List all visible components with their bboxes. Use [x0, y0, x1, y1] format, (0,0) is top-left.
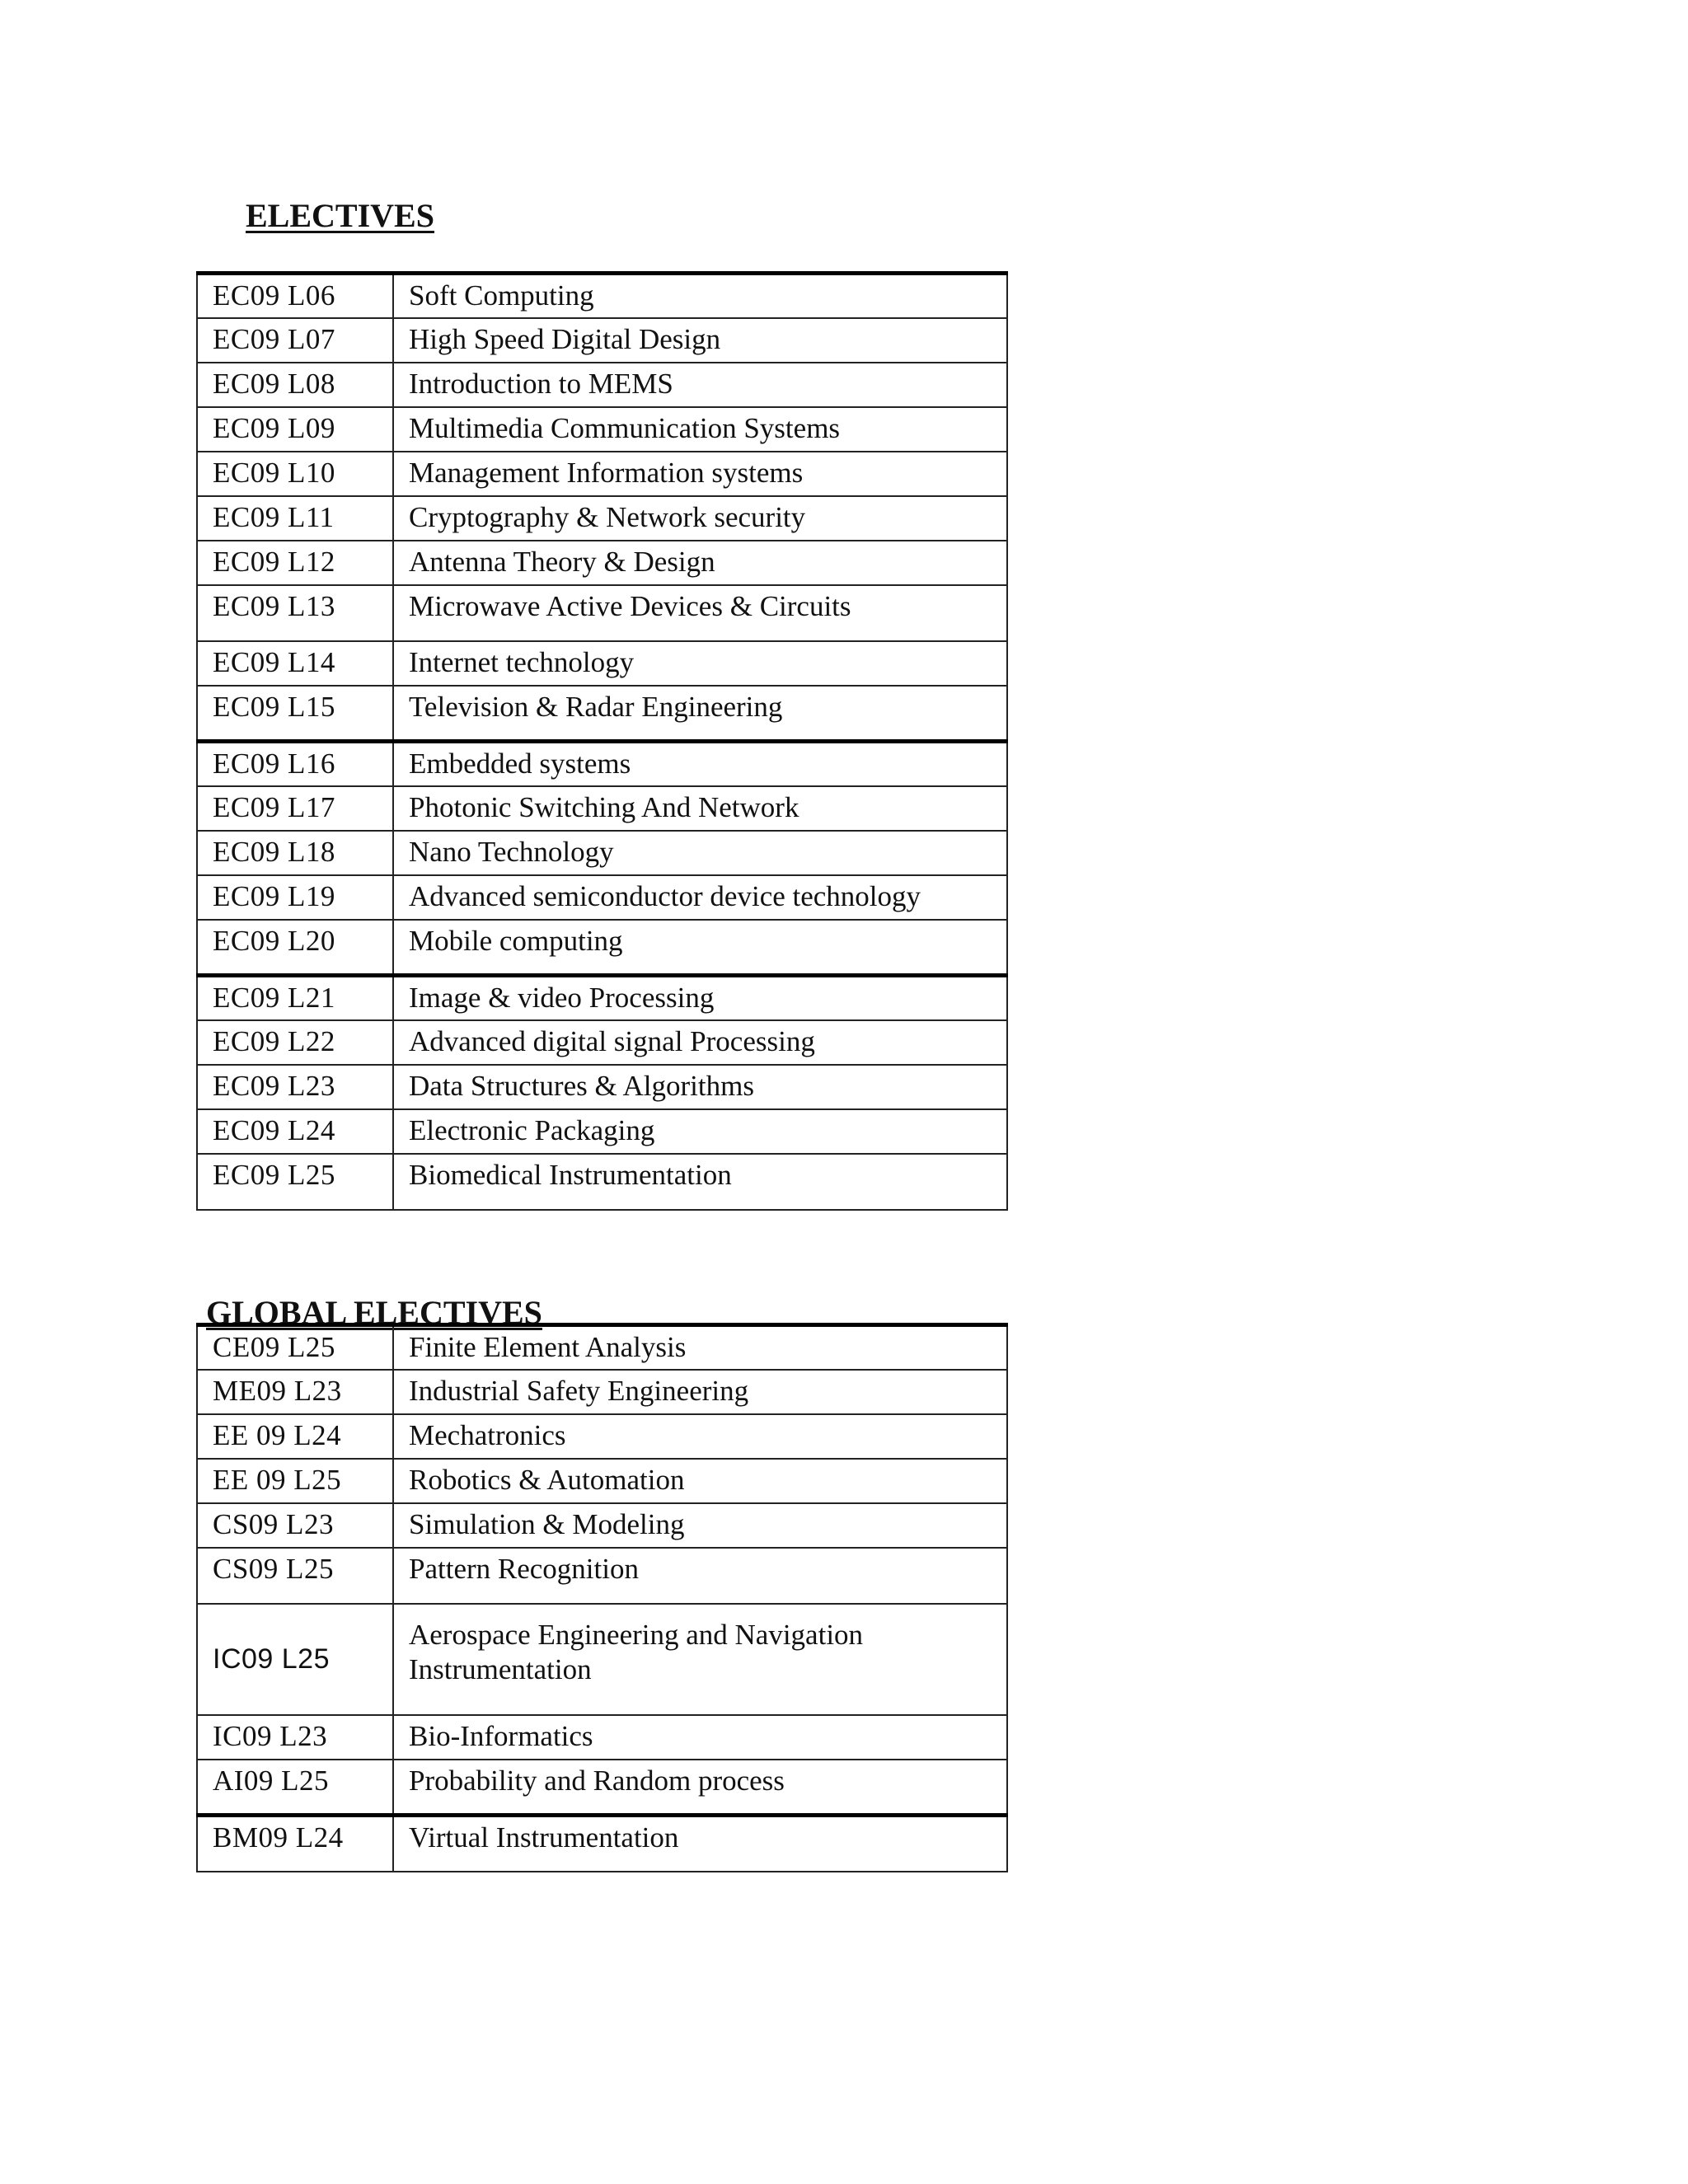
table-row	[197, 541, 1007, 585]
table-row	[197, 1325, 1007, 1370]
course-title: Industrial Safety Engineering	[393, 1370, 1007, 1414]
course-code: EC09 L20	[197, 920, 393, 976]
table-row	[197, 318, 1007, 363]
course-title: Microwave Active Devices & Circuits	[393, 585, 1007, 641]
table-row	[197, 1604, 1007, 1715]
course-code: EC09 L09	[197, 407, 393, 452]
course-title: Aerospace Engineering and Navigation Instrumentation	[393, 1604, 1007, 1715]
course-title: Advanced digital signal Processing	[393, 1020, 1007, 1065]
course-title: Simulation & Modeling	[393, 1503, 1007, 1548]
table-row	[197, 1065, 1007, 1109]
table-row	[197, 1548, 1007, 1604]
course-title: Introduction to MEMS	[393, 363, 1007, 407]
course-title: Embedded systems	[393, 742, 1007, 786]
electives-heading: ELECTIVES	[246, 197, 434, 234]
table-row	[197, 274, 1007, 318]
course-code: ME09 L23	[197, 1370, 393, 1414]
table-row	[197, 1109, 1007, 1154]
course-code: EC09 L17	[197, 786, 393, 831]
course-title: Virtual Instrumentation	[393, 1816, 1007, 1872]
course-code: EC09 L22	[197, 1020, 393, 1065]
table-row	[197, 1154, 1007, 1210]
course-title: Antenna Theory & Design	[393, 541, 1007, 585]
table-row	[197, 686, 1007, 742]
course-code: EC09 L12	[197, 541, 393, 585]
course-title: Nano Technology	[393, 831, 1007, 875]
course-title: Internet technology	[393, 641, 1007, 686]
course-title: Probability and Random process	[393, 1760, 1007, 1816]
course-title: Cryptography & Network security	[393, 496, 1007, 541]
table-row	[197, 976, 1007, 1020]
global-electives-table	[196, 1323, 1008, 1872]
course-code: EC09 L23	[197, 1065, 393, 1109]
course-title: Soft Computing	[393, 274, 1007, 318]
course-code: EC09 L11	[197, 496, 393, 541]
table-row	[197, 786, 1007, 831]
table-row	[197, 1503, 1007, 1548]
course-code: EC09 L10	[197, 452, 393, 496]
table-row	[197, 920, 1007, 976]
course-code: CE09 L25	[197, 1325, 393, 1370]
table-row	[197, 1414, 1007, 1459]
course-code: CS09 L23	[197, 1503, 393, 1548]
table-row	[197, 1715, 1007, 1760]
course-title: Television & Radar Engineering	[393, 686, 1007, 742]
course-title: Biomedical Instrumentation	[393, 1154, 1007, 1210]
course-code: EE 09 L24	[197, 1414, 393, 1459]
table-row	[197, 1370, 1007, 1414]
course-code: EC09 L07	[197, 318, 393, 363]
course-title: Mobile computing	[393, 920, 1007, 976]
table-row	[197, 585, 1007, 641]
course-title: Robotics & Automation	[393, 1459, 1007, 1503]
course-code: EC09 L19	[197, 875, 393, 920]
table-row	[197, 875, 1007, 920]
course-code: EC09 L16	[197, 742, 393, 786]
course-title: Management Information systems	[393, 452, 1007, 496]
course-title: Data Structures & Algorithms	[393, 1065, 1007, 1109]
course-code: EC09 L13	[197, 585, 393, 641]
table-row	[197, 1020, 1007, 1065]
table-row	[197, 1816, 1007, 1872]
course-code: IC09 L25	[197, 1604, 393, 1715]
course-title: Electronic Packaging	[393, 1109, 1007, 1154]
course-code: EC09 L14	[197, 641, 393, 686]
table-row	[197, 1459, 1007, 1503]
course-title: Mechatronics	[393, 1414, 1007, 1459]
global-electives-heading: GLOBAL ELECTIVES	[206, 1294, 542, 1331]
course-code: EC09 L15	[197, 686, 393, 742]
course-code: EC09 L25	[197, 1154, 393, 1210]
course-title: Advanced semiconductor device technology	[393, 875, 1007, 920]
table-row	[197, 452, 1007, 496]
course-code: CS09 L25	[197, 1548, 393, 1604]
table-row	[197, 742, 1007, 786]
course-code: EE 09 L25	[197, 1459, 393, 1503]
course-title: High Speed Digital Design	[393, 318, 1007, 363]
table-row	[197, 641, 1007, 686]
course-code: EC09 L18	[197, 831, 393, 875]
course-code: EC09 L24	[197, 1109, 393, 1154]
course-code: BM09 L24	[197, 1816, 393, 1872]
course-code: EC09 L08	[197, 363, 393, 407]
course-title: Image & video Processing	[393, 976, 1007, 1020]
table-row	[197, 496, 1007, 541]
course-code: EC09 L06	[197, 274, 393, 318]
course-code: IC09 L23	[197, 1715, 393, 1760]
table-row	[197, 1760, 1007, 1816]
course-title: Photonic Switching And Network	[393, 786, 1007, 831]
course-title: Bio-Informatics	[393, 1715, 1007, 1760]
course-title: Pattern Recognition	[393, 1548, 1007, 1604]
table-row	[197, 407, 1007, 452]
table-row	[197, 363, 1007, 407]
table-row	[197, 831, 1007, 875]
course-code: AI09 L25	[197, 1760, 393, 1816]
course-title: Multimedia Communication Systems	[393, 407, 1007, 452]
course-title: Finite Element Analysis	[393, 1325, 1007, 1370]
course-code: EC09 L21	[197, 976, 393, 1020]
electives-table	[196, 271, 1008, 1211]
